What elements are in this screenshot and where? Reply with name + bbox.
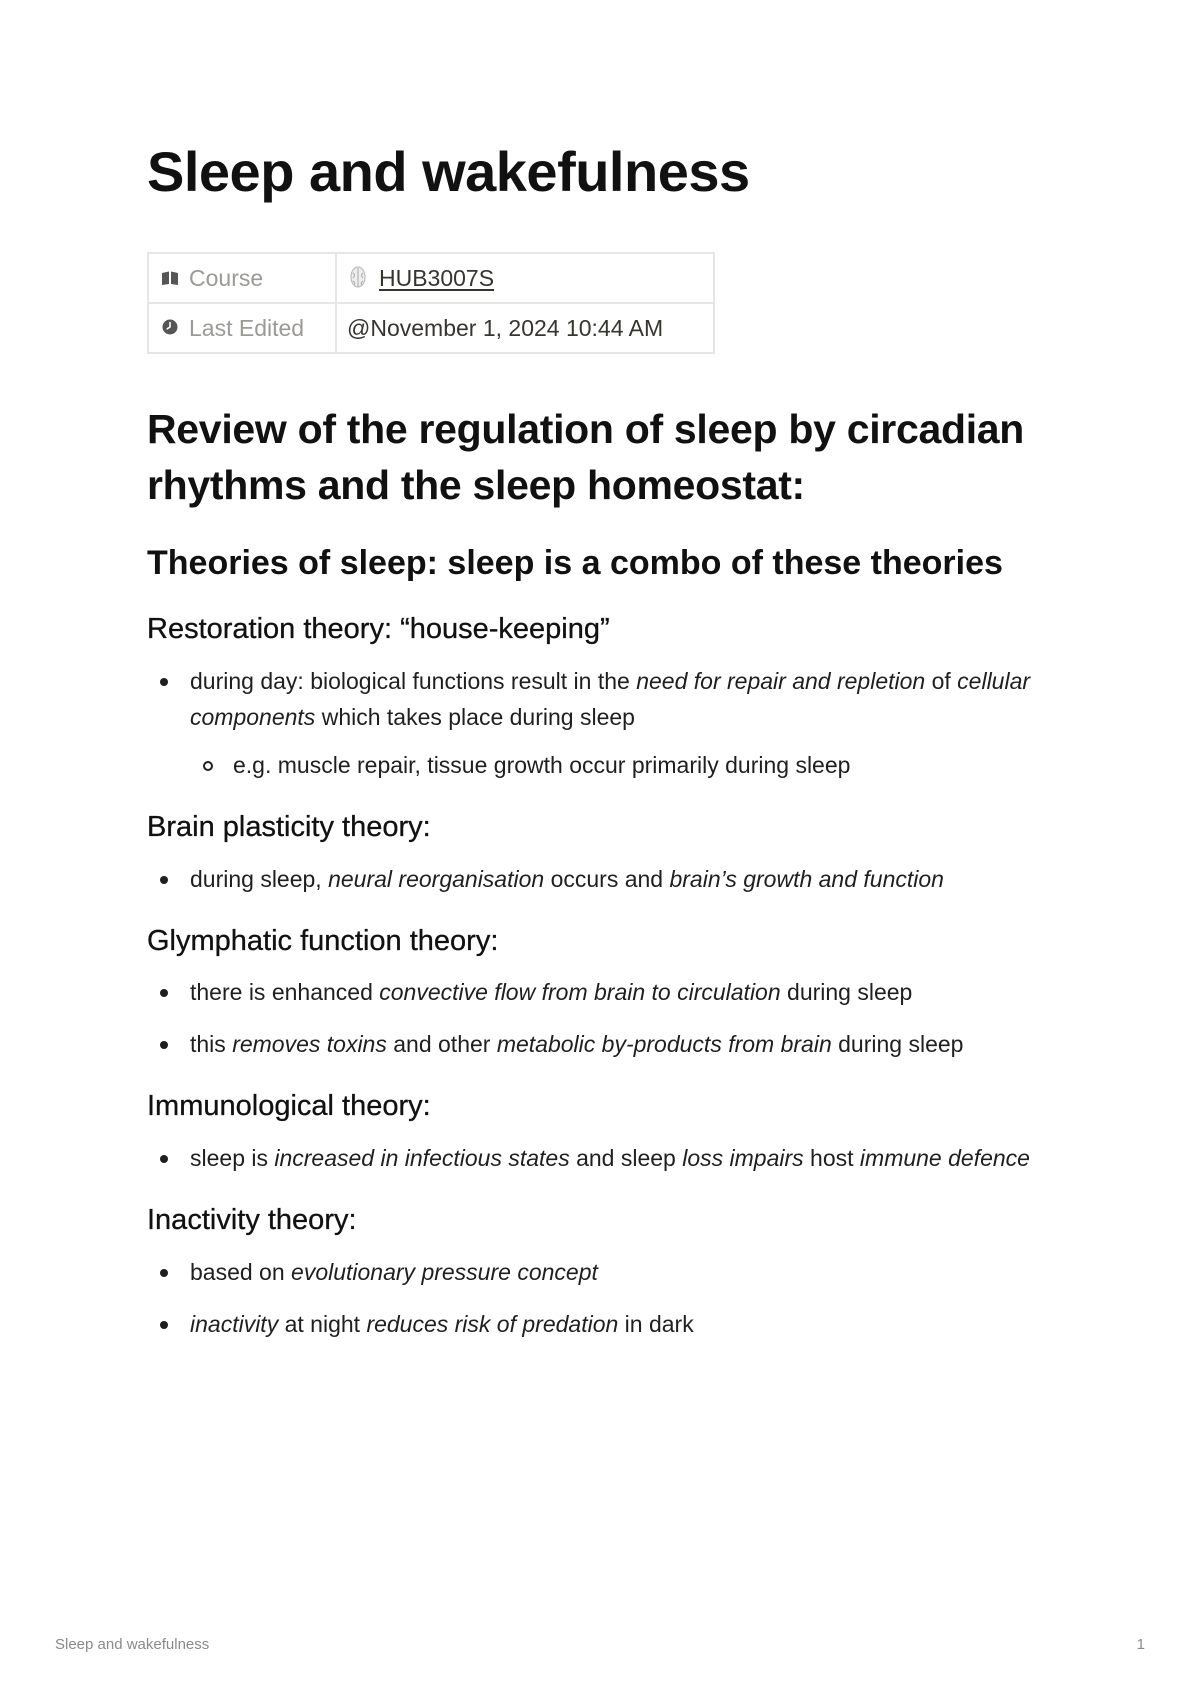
- course-link[interactable]: HUB3007S: [379, 264, 495, 291]
- list-item: [147, 1140, 1067, 1176]
- property-label-course: Course: [189, 264, 264, 291]
- page-title: Sleep and wakefulness: [147, 140, 750, 203]
- list-item: [147, 663, 1067, 783]
- property-row-course: [148, 253, 714, 303]
- text-run: in dark: [618, 1310, 694, 1337]
- emphasis-text: reduces risk of predation: [366, 1310, 619, 1337]
- list-item: [147, 1306, 1067, 1342]
- list-item: [147, 974, 1067, 1010]
- text-run: and other: [386, 1031, 497, 1058]
- brain-icon: [347, 265, 369, 291]
- heading-inactivity-theory: Inactivity theory:: [147, 1204, 357, 1237]
- text-run: which takes place during sleep: [315, 703, 635, 730]
- footer-title: Sleep and wakefulness: [55, 1636, 210, 1653]
- emphasis-text: cellular components: [190, 667, 1031, 730]
- emphasis-text: brain’s growth and function: [669, 865, 944, 892]
- footer-page-number: 1: [1136, 1636, 1145, 1653]
- text-run: there is enhanced: [190, 979, 380, 1006]
- text-run: occurs and: [544, 865, 670, 892]
- heading-review: Review of the regulation of sleep by circadian rhythms and the sleep homeostat:: [147, 406, 1025, 508]
- heading-theories: Theories of sleep: sleep is a combo of these theories: [147, 544, 1003, 583]
- heading-immunological-theory: Immunological theory:: [147, 1090, 431, 1123]
- text-run: host: [803, 1145, 860, 1172]
- list-item: [147, 861, 1067, 897]
- brain-plasticity-list: [147, 861, 1067, 897]
- properties-table: [147, 252, 715, 354]
- text-run: at night: [278, 1310, 367, 1337]
- emphasis-text: inactivity: [190, 1310, 279, 1337]
- emphasis-text: evolutionary pressure concept: [291, 1258, 598, 1285]
- restoration-sublist: [190, 747, 1067, 783]
- property-value-last-edited: @November 1, 2024 10:44 AM: [336, 303, 714, 353]
- bullet-icon: [160, 1321, 168, 1329]
- emphasis-text: immune defence: [859, 1145, 1030, 1172]
- hollow-bullet-icon: [203, 761, 213, 771]
- list-item: [190, 747, 1067, 783]
- text-run: based on: [190, 1258, 292, 1285]
- clock-icon: [159, 318, 181, 341]
- property-name-last-edited: [148, 303, 336, 353]
- inactivity-list: [147, 1254, 1067, 1342]
- heading-glymphatic-theory: Glymphatic function theory:: [147, 924, 499, 957]
- emphasis-text: neural reorganisation: [328, 865, 545, 892]
- property-row-last-edited: [148, 303, 714, 353]
- heading-brain-plasticity-theory: Brain plasticity theory:: [147, 810, 431, 843]
- list-item: [147, 1026, 1067, 1062]
- emphasis-text: loss impairs: [682, 1145, 804, 1172]
- emphasis-text: metabolic by-products from brain: [496, 1031, 832, 1058]
- emphasis-text: convective flow from brain to circulation: [379, 979, 781, 1006]
- immunological-list: [147, 1140, 1067, 1176]
- heading-restoration-theory: Restoration theory: “house-keeping”: [147, 613, 610, 646]
- text-run: during sleep,: [190, 865, 329, 892]
- text-run: and sleep: [569, 1145, 683, 1172]
- emphasis-text: need for repair and repletion: [636, 667, 926, 694]
- bullet-icon: [160, 1155, 168, 1163]
- text-run: during sleep: [780, 979, 913, 1006]
- text-run: during sleep: [831, 1031, 964, 1058]
- text-run: this: [190, 1031, 233, 1058]
- book-icon: [159, 270, 181, 291]
- bullet-icon: [160, 1041, 168, 1049]
- glymphatic-list: [147, 974, 1067, 1062]
- emphasis-text: removes toxins: [232, 1031, 387, 1058]
- property-label-last-edited: Last Edited: [189, 314, 305, 341]
- text-run: of: [925, 667, 958, 694]
- property-name-course: [148, 253, 336, 303]
- document-page: [147, 140, 1067, 1342]
- bullet-icon: [160, 876, 168, 884]
- bullet-icon: [160, 1269, 168, 1277]
- emphasis-text: increased in infectious states: [274, 1145, 570, 1172]
- bullet-icon: [160, 678, 168, 686]
- text-run: e.g. muscle repair, tissue growth occur primarily during sleep: [233, 751, 851, 778]
- list-item: [147, 1254, 1067, 1290]
- text-run: during day: biological functions result in the: [190, 667, 637, 694]
- property-value-course[interactable]: [336, 253, 714, 303]
- bullet-icon: [160, 989, 168, 997]
- restoration-list: [147, 663, 1067, 783]
- text-run: sleep is: [190, 1145, 275, 1172]
